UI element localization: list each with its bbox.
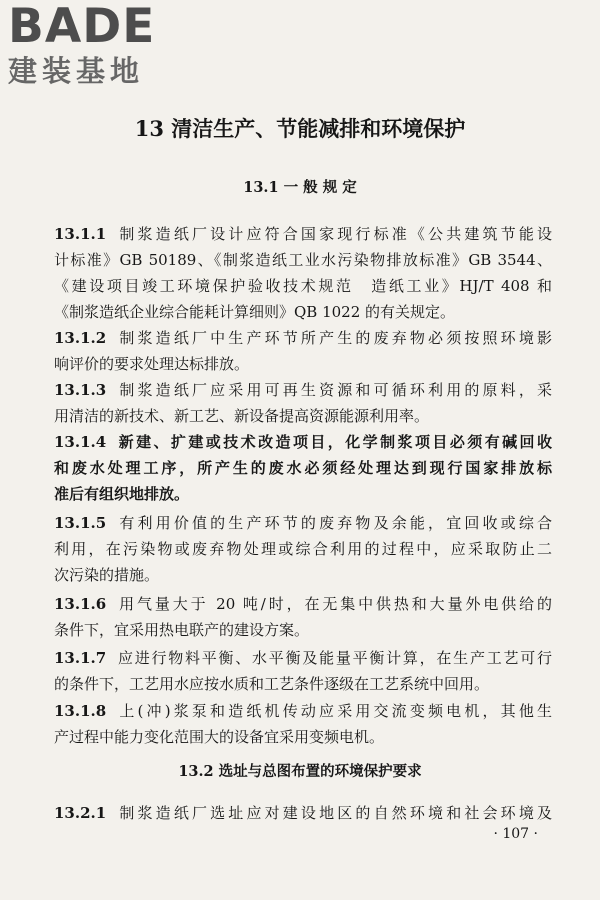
clause-number: 13.1.5 [54,514,107,532]
logo-mark: BADE [8,0,156,54]
clause-text-line: 和废水处理工序，所产生的废水必须经处理达到现行国家排放标 [54,459,552,477]
clause-number: 13.2.1 [54,804,107,822]
clause-text-line: 准后有组织地排放。 [54,485,190,503]
clause-number: 13.1.4 [54,433,107,451]
clause-13-1-7 [54,645,552,697]
clause-text-line: 制浆造纸厂选址应对建设地区的自然环境和社会环境及 [116,804,552,822]
clause-text-line: 的条件下，工艺用水应按水质和工艺条件逐级在工艺系统中回用。 [54,675,490,693]
clause-text-line: 响评价的要求处理达标排放。 [54,355,250,373]
section-title-13-2: 13.2 选址与总图布置的环境保护要求 [178,763,422,780]
clause-13-1-4 [54,429,552,507]
clause-number: 13.1.2 [54,329,107,347]
clause-text-line: 《建设项目竣工环境保护验收技术规范 造纸工业》HJ/T 408 和 [54,277,552,295]
clause-13-1-5 [54,510,552,588]
clause-text-line: 计标准》GB 50189、《制浆造纸工业水污染物排放标准》GB 3544、 [54,251,552,269]
clause-number: 13.1.8 [54,702,107,720]
clause-text-line: 有利用价值的生产环节的废弃物及余能，宜回收或综合 [116,514,552,532]
clause-text-line: 应进行物料平衡、水平衡及能量平衡计算，在生产工艺可行 [116,649,552,667]
clause-13-1-2 [54,325,552,377]
clause-13-1-3 [54,377,552,429]
clause-text-line: 制浆造纸厂设计应符合国家现行标准《公共建筑节能设 [116,225,552,243]
logo-subtitle: 建装基地 [8,54,145,88]
clause-text-line: 新建、扩建或技术改造项目，化学制浆项目必须有碱回收 [116,433,552,451]
clause-text-line: 《制浆造纸企业综合能耗计算细则》QB 1022 的有关规定。 [54,303,456,321]
clause-number: 13.1.1 [54,225,107,243]
clause-text-line: 用气量大于 20 吨/时，在无集中供热和大量外电供给的 [116,595,552,613]
clause-13-1-8 [54,698,552,750]
page-number: · 107 · [493,826,538,842]
chapter-title: 13 清洁生产、节能减排和环境保护 [134,116,466,141]
logo [8,2,178,88]
clause-13-1-6 [54,591,552,643]
clause-text-line: 产过程中能力变化范围大的设备宜采用变频电机。 [54,728,385,746]
clause-text-line: 利用，在污染物或废弃物处理或综合利用的过程中，应采取防止二 [54,540,552,558]
clause-number: 13.1.6 [54,595,107,613]
clause-text-line: 制浆造纸厂中生产环节所产生的废弃物必须按照环境影 [116,329,552,347]
clause-text-line: 条件下，宜采用热电联产的建设方案。 [54,621,310,639]
clause-number: 13.1.7 [54,649,107,667]
clause-13-1-1 [54,221,552,325]
clause-text-line: 用清洁的新技术、新工艺、新设备提高资源能源利用率。 [54,407,430,425]
clause-text-line: 上(冲)浆泵和造纸机传动应采用交流变频电机，其他生 [116,702,552,720]
section-title-13-1: 13.1 一 般 规 定 [243,179,357,196]
clause-text-line: 制浆造纸厂应采用可再生资源和可循环利用的原料，采 [116,381,552,399]
clause-13-2-1 [54,800,552,826]
clause-text-line: 次污染的措施。 [54,566,160,584]
clause-number: 13.1.3 [54,381,107,399]
